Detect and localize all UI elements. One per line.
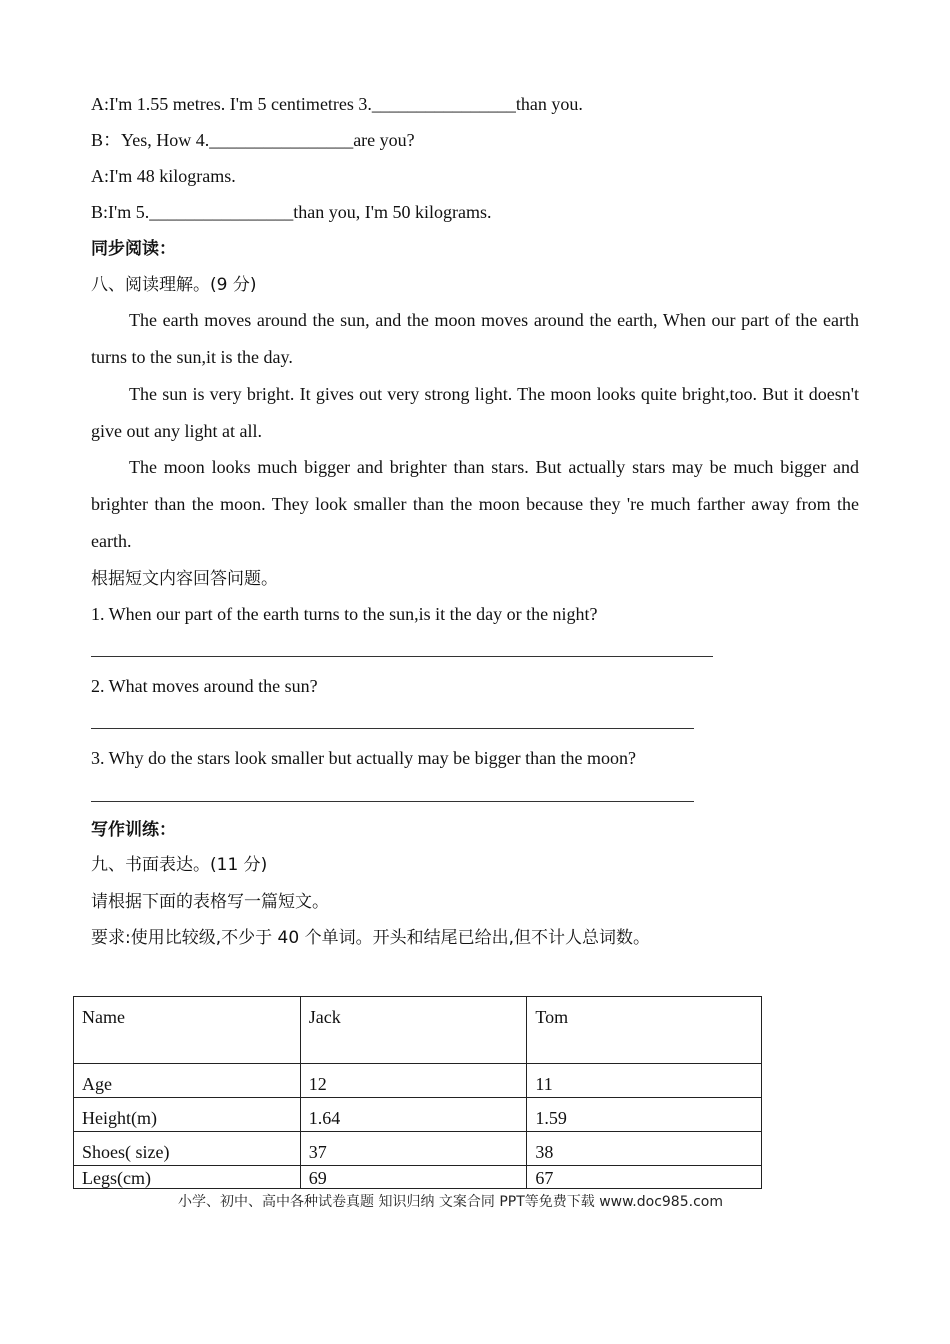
dialogue-line-2: B：Yes, How 4.________________are you? <box>91 130 415 150</box>
table-row <box>74 997 762 1064</box>
question-1: 1. When our part of the earth turns to the sun,is it the day or the night? <box>91 604 598 624</box>
table-cell: 12 <box>300 1064 527 1098</box>
table-cell: 67 <box>527 1166 762 1189</box>
answer-line-2[interactable] <box>91 728 694 729</box>
dialogue-line-1: A:I'm 1.55 metres. I'm 5 centimetres 3.________________than you. <box>91 94 583 114</box>
table-cell: 11 <box>527 1064 762 1098</box>
table-cell: Legs(cm) <box>74 1166 301 1189</box>
answer-line-1[interactable] <box>91 656 713 657</box>
table-cell: Age <box>74 1064 301 1098</box>
table-cell: Shoes( size) <box>74 1132 301 1166</box>
dialogue-line-3: A:I'm 48 kilograms. <box>91 166 236 186</box>
table-cell: 37 <box>300 1132 527 1166</box>
table-cell: Height(m) <box>74 1098 301 1132</box>
writing-heading: 写作训练： <box>91 820 176 840</box>
table-row <box>74 1166 762 1189</box>
table-row <box>74 1064 762 1098</box>
question-3: 3. Why do the stars look smaller but actually may be bigger than the moon? <box>91 748 637 768</box>
comparison-table <box>73 996 762 1189</box>
writing-section-title: 九、书面表达。(11 分) <box>91 855 268 875</box>
table-cell: 38 <box>527 1132 762 1166</box>
table-row <box>74 1132 762 1166</box>
table-cell: 1.64 <box>300 1098 527 1132</box>
writing-instruction-2: 要求:使用比较级,不少于 40 个单词。开头和结尾已给出,但不计人总词数。 <box>91 928 650 948</box>
reading-section-title: 八、阅读理解。(9 分) <box>91 275 257 295</box>
question-2: 2. What moves around the sun? <box>91 676 318 696</box>
table-cell: Tom <box>527 997 762 1064</box>
table-row <box>74 1098 762 1132</box>
reading-paragraph-2: The sun is very bright. It gives out very strong light. The moon looks quite bright,too. But it doesn't give out any light at all. <box>91 384 859 441</box>
reading-paragraph-1: The earth moves around the sun, and the moon moves around the earth, When our part of the earth turns to the sun,it is the day. <box>91 310 859 367</box>
writing-instruction-1: 请根据下面的表格写一篇短文。 <box>91 892 329 912</box>
reading-heading: 同步阅读： <box>91 239 176 259</box>
table-cell: 69 <box>300 1166 527 1189</box>
dialogue-line-4: B:I'm 5.________________than you, I'm 50 kilograms. <box>91 202 492 222</box>
table-cell: Name <box>74 997 301 1064</box>
table-cell: Jack <box>300 997 527 1064</box>
footer-text: 小学、初中、高中各种试卷真题 知识归纳 文案合同 PPT等免费下载 www.doc985.com <box>178 1194 723 1210</box>
reading-paragraph-3: The moon looks much bigger and brighter than stars. But actually stars may be much bigger and brighter than the moon. They look smaller than the moon because they 're much farther away from the earth. <box>91 457 859 551</box>
answer-line-3[interactable] <box>91 801 694 802</box>
reading-instruction: 根据短文内容回答问题。 <box>91 569 278 589</box>
table-cell: 1.59 <box>527 1098 762 1132</box>
